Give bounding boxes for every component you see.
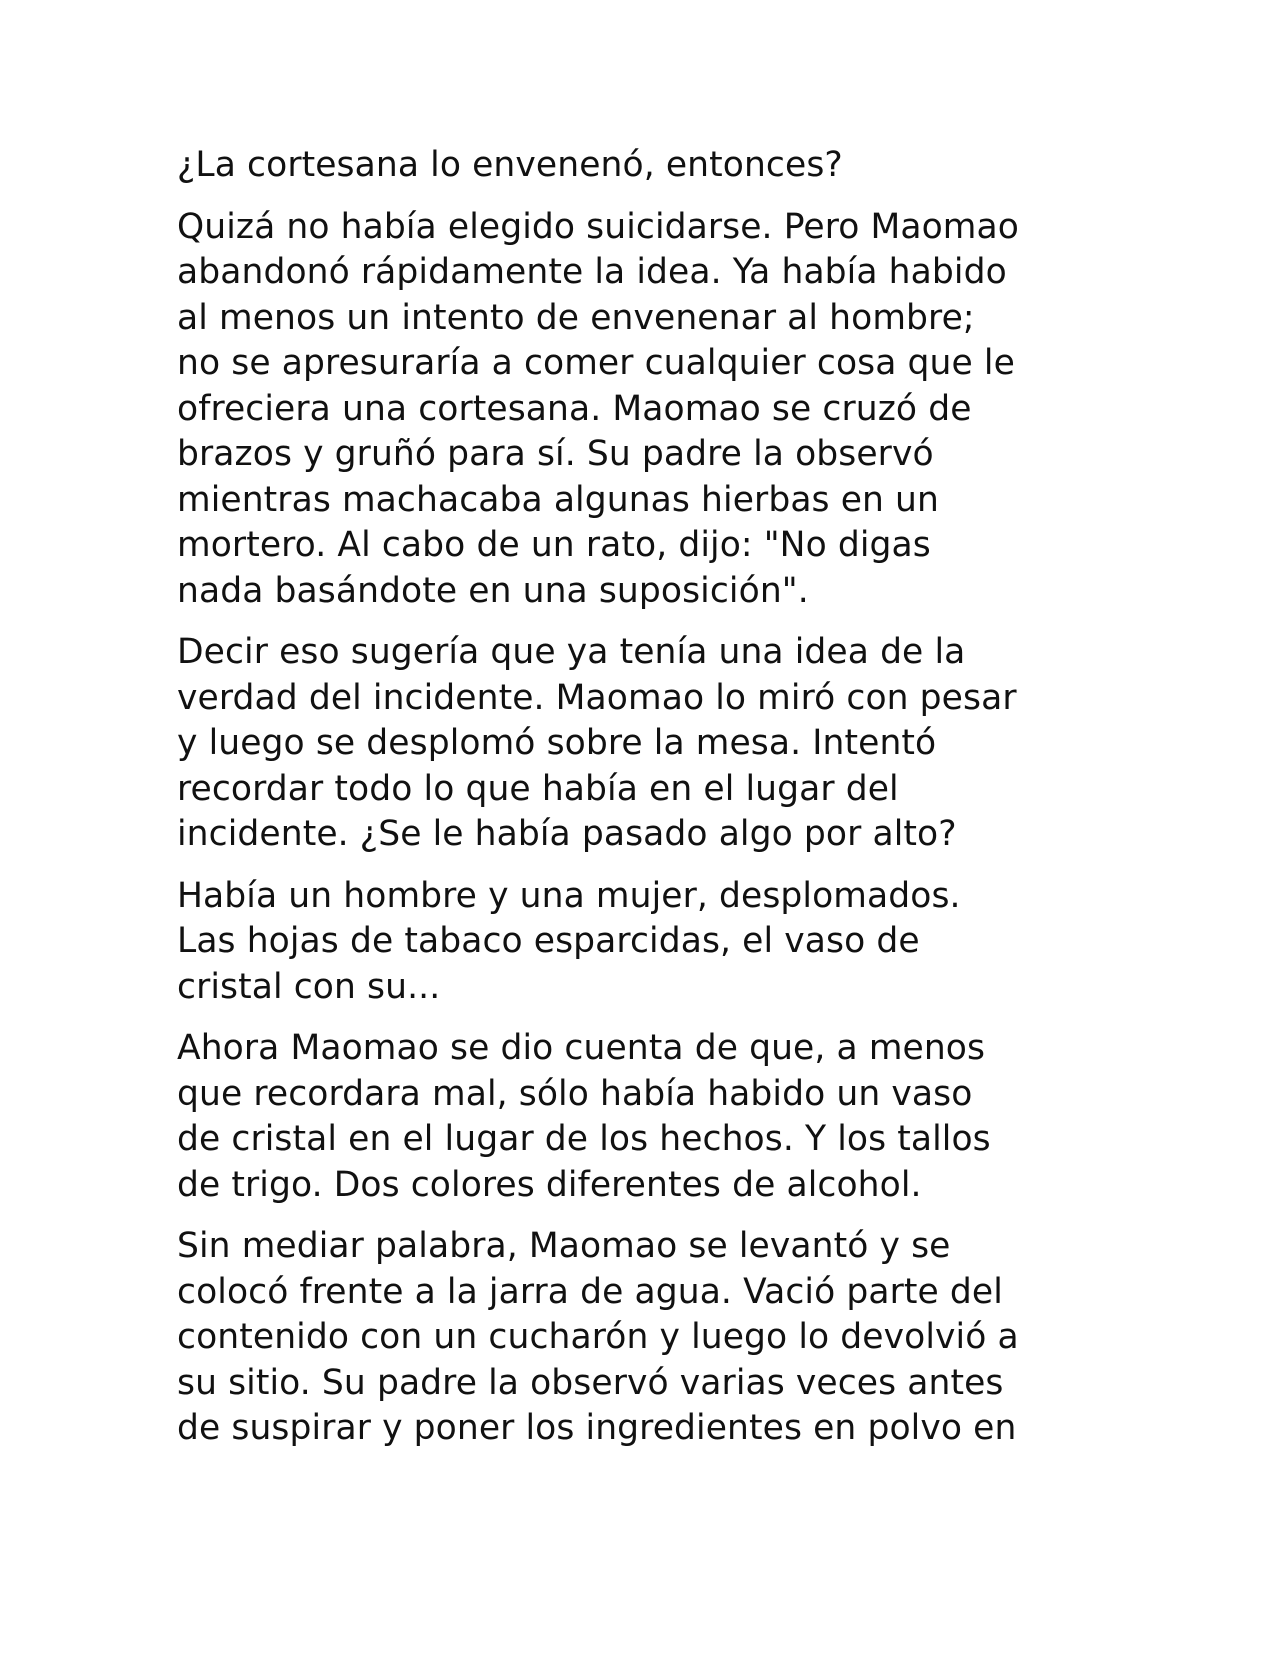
text-line: de trigo. Dos colores diferentes de alcohol. (177, 1164, 922, 1205)
body-text (177, 143, 1117, 1468)
text-line: abandonó rápidamente la idea. Ya había habido (177, 252, 1007, 292)
text-line: brazos y gruñó para sí. Su padre la observó (177, 434, 934, 474)
text-line: mortero. Al cabo de un rato, dijo: "No digas (177, 525, 931, 565)
text-line: su sitio. Su padre la observó varias veces antes (177, 1362, 1004, 1403)
text-line: de suspirar y poner los ingredientes en polvo en (177, 1408, 1017, 1448)
text-line: no se apresuraría a comer cualquier cosa que le (177, 343, 1015, 383)
paragraph-4 (177, 874, 1117, 1011)
text-line: ¿La cortesana lo envenenó, entonces? (177, 145, 843, 185)
paragraph-5 (177, 1026, 1117, 1208)
paragraph-3 (177, 630, 1117, 858)
text-line: al menos un intento de envenenar al hombre; (177, 297, 975, 338)
text-line: Ahora Maomao se dio cuenta de que, a menos (177, 1028, 986, 1068)
text-line: Había un hombre y una mujer, desplomados. (177, 875, 961, 916)
text-line: cristal con su... (177, 966, 441, 1007)
text-line: nada basándote en una suposición". (177, 570, 809, 611)
text-line: Las hojas de tabaco esparcidas, el vaso de (177, 921, 920, 961)
text-line: que recordara mal, sólo había habido un vaso (177, 1073, 973, 1114)
text-line: Decir eso sugería que ya tenía una idea de la (177, 632, 966, 672)
text-line: Quizá no había elegido suicidarse. Pero Maomao (177, 206, 1019, 247)
text-line: mientras machacaba algunas hierbas en un (177, 479, 939, 520)
paragraph-2 (177, 205, 1117, 615)
text-line: Sin mediar palabra, Maomao se levantó y se (177, 1226, 951, 1266)
text-line: contenido con un cucharón y luego lo devolvió a (177, 1317, 1019, 1357)
text-line: recordar todo lo que había en el lugar del (177, 768, 899, 809)
text-line: incidente. ¿Se le había pasado algo por alto? (177, 814, 957, 854)
text-line: verdad del incidente. Maomao lo miró con pesar (177, 677, 1017, 718)
text-line: colocó frente a la jarra de agua. Vació parte del (177, 1271, 1003, 1312)
text-line: y luego se desplomó sobre la mesa. Intentó (177, 723, 937, 763)
text-line: de cristal en el lugar de los hechos. Y los tallos (177, 1119, 991, 1159)
text-line: ofreciera una cortesana. Maomao se cruzó de (177, 388, 972, 429)
paragraph-6 (177, 1224, 1117, 1452)
paragraph-1 (177, 143, 1117, 189)
